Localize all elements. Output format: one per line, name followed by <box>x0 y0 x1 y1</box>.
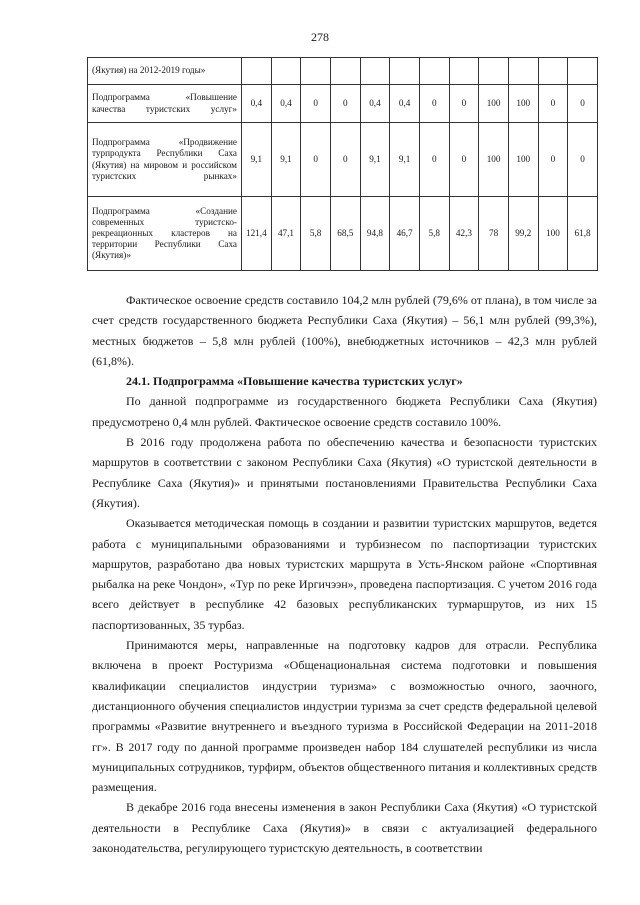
table-cell: 100 <box>508 85 538 123</box>
table-cell: 42,3 <box>449 197 479 271</box>
table-cell: 100 <box>538 197 568 271</box>
table-cell: 5,8 <box>301 197 331 271</box>
table-cell: 0 <box>419 123 449 197</box>
table-cell: 0 <box>330 85 360 123</box>
table-cell: 47,1 <box>271 197 301 271</box>
table-cell: 9,1 <box>390 123 420 197</box>
table-cell: 99,2 <box>508 197 538 271</box>
table-cell-name: Подпрограмма «Повышение качества туристских услуг» <box>88 85 242 123</box>
table-cell: 0,4 <box>242 85 272 123</box>
table-cell: 68,5 <box>330 197 360 271</box>
paragraph: В декабре 2016 года внесены изменения в закон Республики Саха (Якутия) «О туристской деятельности в Республике Саха (Якутия)» в связи с актуализацией федерального законодательства, регулирующего туристскую деятельность, в соответствии <box>92 800 597 856</box>
paragraph: По данной подпрограмме из государственного бюджета Республики Саха (Якутия) предусмотрено 0,4 млн рублей. Фактическое освоение средств составило 100%. <box>92 394 597 429</box>
table-cell: 100 <box>479 123 509 197</box>
paragraph: Принимаются меры, направленные на подготовку кадров для отрасли. Республика включена в проект Ростуризма «Общенациональная система подготовки и повышения квалификации специалистов индустрии туризма» с возможностью очного, заочного, дистанционного обучения специалистов индустрии туризма за счет средств федеральной целевой программы «Развитие внутреннего и въездного туризма в Российской Федерации на 2011-2018 гг». В 2017 году по данной программе произведен набор 184 слушателей республики из числа муниципальных сотрудников, турфирм, объектов общественного питания и коллективных средств размещения. <box>92 638 597 795</box>
table-cell: 0 <box>568 123 598 197</box>
table-cell: 0 <box>419 85 449 123</box>
table-cell: 100 <box>479 85 509 123</box>
table-cell-name: Подпрограмма «Создание современных туристско-рекреационных кластеров на территории Республики Саха (Якутия)» <box>88 197 242 271</box>
table-cell: 0 <box>538 123 568 197</box>
table-cell: 0 <box>301 123 331 197</box>
budget-table <box>87 57 598 271</box>
page-number: 278 <box>311 30 329 44</box>
table-cell: 0,4 <box>390 85 420 123</box>
table-cell: 46,7 <box>390 197 420 271</box>
table-cell: 0 <box>449 123 479 197</box>
section-heading: 24.1. Подпрограмма «Повышение качества туристских услуг» <box>126 374 463 389</box>
table-cell: 0 <box>301 85 331 123</box>
paragraph: В 2016 году продолжена работа по обеспечению качества и безопасности туристских маршрутов в соответствии с законом Республики Саха (Якутия) «О туристской деятельности в Республике Саха (Якутия)» и принятыми постановлениями Правительства Республики Саха (Якутия). <box>92 435 597 510</box>
table-row <box>88 85 598 123</box>
table-cell-name: (Якутия) на 2012-2019 годы» <box>88 58 242 85</box>
table-cell: 0 <box>568 85 598 123</box>
paragraph: Оказывается методическая помощь в создании и развитии туристских маршрутов, ведется работа с муниципальными образованиями и турбизнесом по паспортизации туристских маршрутов, разработано два новых туристских маршрута в Усть-Янском районе «Спортивная рыбалка на реке Чондон», «Тур по реке Иргичээн», проведена паспортизация. С учетом 2016 года всего действует в республике 42 базовых республиканских турмаршрутов, из них 15 паспортизованных, 35 турбаз. <box>92 516 597 632</box>
table-row <box>88 123 598 197</box>
table-cell: 94,8 <box>360 197 390 271</box>
table-cell: 0 <box>538 85 568 123</box>
table-cell: 9,1 <box>360 123 390 197</box>
table-cell: 9,1 <box>242 123 272 197</box>
paragraph: Фактическое освоение средств составило 104,2 млн рублей (79,6% от плана), в том числе за счет средств государственного бюджета Республики Саха (Якутия) – 56,1 млн рублей (99,3%), местных бюджетов – 5,8 млн рублей (100%), внебюджетных источников – 42,3 млн рублей (61,8%). <box>92 293 597 368</box>
table-cell: 121,4 <box>242 197 272 271</box>
table-cell-name: Подпрограмма «Продвижение турпродукта Республики Саха (Якутия) на мировом и российском туристских рынках» <box>88 123 242 197</box>
table-cell: 0 <box>330 123 360 197</box>
table-cell: 0 <box>449 85 479 123</box>
table-cell: 78 <box>479 197 509 271</box>
table-row <box>88 58 598 85</box>
table-cell: 9,1 <box>271 123 301 197</box>
table-cell: 5,8 <box>419 197 449 271</box>
table-cell: 61,8 <box>568 197 598 271</box>
table-cell: 100 <box>508 123 538 197</box>
table-cell: 0,4 <box>271 85 301 123</box>
table-row <box>88 197 598 271</box>
table-cell: 0,4 <box>360 85 390 123</box>
document-body <box>92 290 597 858</box>
